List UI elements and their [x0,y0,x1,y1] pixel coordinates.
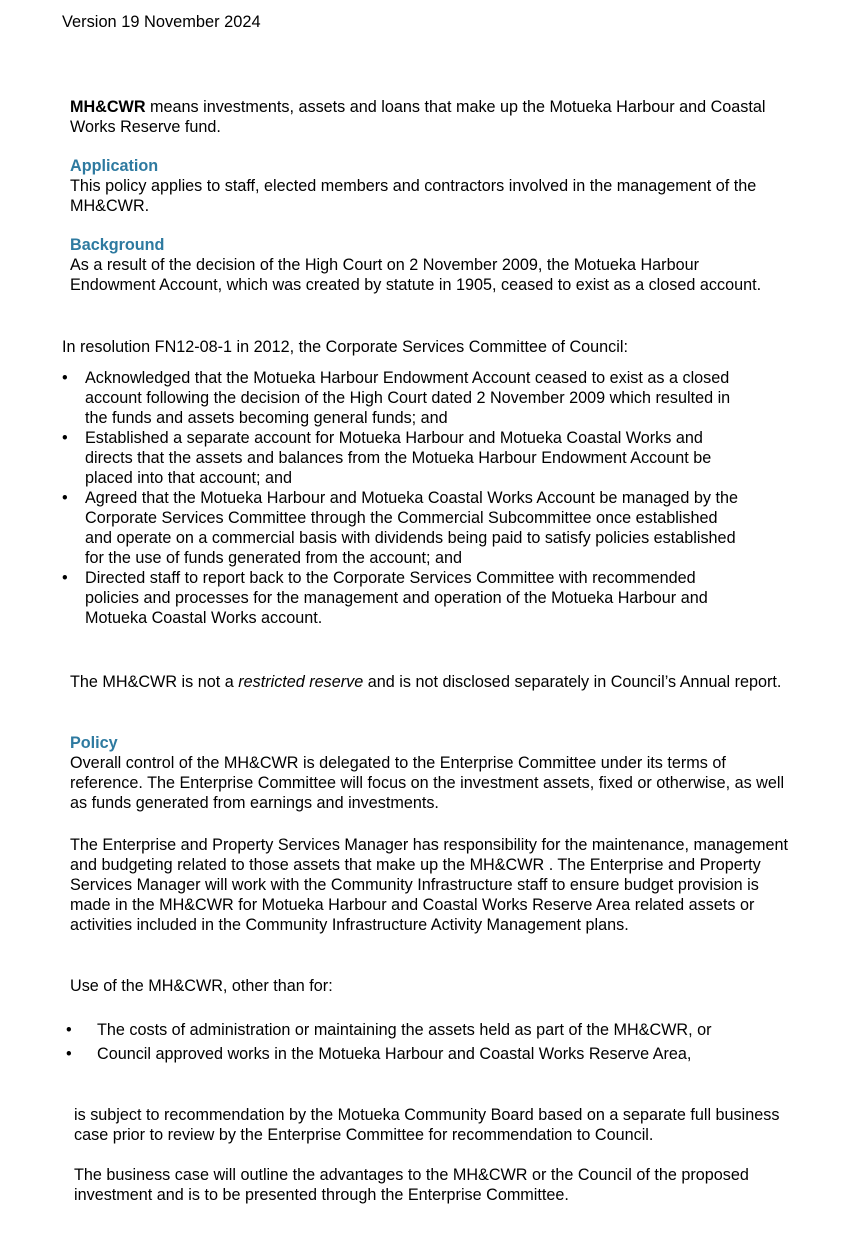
resolution-item: • Agreed that the Motueka Harbour and Motueka Coastal Works Account be managed by the Corporate Services Committee through the Commercial Subcommittee once established and operate on a commercial basis with dividends being paid to satisfy policies established for the use of funds generated from the account; and [62,489,738,567]
version-header: Version 19 November 2024 [62,13,261,31]
policy-paragraph-1: Overall control of the MH&CWR is delegated to the Enterprise Committee under its terms of reference. The Enterprise Committee will focus on the investment assets, fixed or otherwise, as well as funds generated from earnings and investments. [70,754,785,812]
application-heading: Application [70,157,159,175]
resolution-list [62,368,742,628]
use-list [66,1020,806,1064]
background-heading: Background [70,236,165,254]
resolution-item: • Directed staff to report back to the Corporate Services Committee with recommended policies and processes for the management and operation of the Motueka Harbour and Motueka Coastal Works account. [62,569,708,627]
policy-heading: Policy [70,734,118,752]
bullet-icon: • [66,1021,72,1039]
bullet-icon: • [66,1045,72,1063]
bullet-icon: • [62,489,68,507]
background-text: As a result of the decision of the High Court on 2 November 2009, the Motueka Harbour Endowment Account, which was created by statute in 1905, ceased to exist as a closed account. [70,256,762,294]
restricted-reserve-term: restricted reserve [238,673,364,691]
policy-paragraph-2: The Enterprise and Property Services Manager has responsibility for the maintenance, management and budgeting related to those assets that make up the MH&CWR . The Enterprise and Property Services Manager will work with the Community Infrastructure staff to ensure budget provision is made in the MH&CWR for Motueka Harbour and Coastal Works Reserve Area related assets or activities included in the Community Infrastructure Activity Management plans. [70,836,789,934]
resolution-item: • Acknowledged that the Motueka Harbour Endowment Account ceased to exist as a closed account following the decision of the High Court dated 2 November 2009 which resulted in the funds and assets becoming general funds; and [62,369,731,427]
policy-paragraph-3: is subject to recommendation by the Motueka Community Board based on a separate full business case prior to review by the Enterprise Committee for recommendation to Council. [74,1106,780,1144]
use-item: • The costs of administration or maintaining the assets held as part of the MH&CWR, or [66,1021,712,1039]
restricted-reserve-paragraph: The MH&CWR is not a restricted reserve and is not disclosed separately in Council’s Annual report. [70,673,782,691]
policy-paragraph-4: The business case will outline the advantages to the MH&CWR or the Council of the proposed investment and is to be presented through the Enterprise Committee. [74,1166,749,1204]
resolution-item: • Established a separate account for Motueka Harbour and Motueka Coastal Works and directs that the assets and balances from the Motueka Harbour Endowment Account be placed into that account; and [62,429,712,487]
bullet-icon: • [62,569,68,587]
definition-term: MH&CWR [70,98,146,116]
definition-paragraph [70,97,770,137]
bullet-icon: • [62,369,68,387]
bullet-icon: • [62,429,68,447]
use-intro: Use of the MH&CWR, other than for: [70,977,333,995]
use-item: • Council approved works in the Motueka Harbour and Coastal Works Reserve Area, [66,1045,692,1063]
definition-text: means investments, assets and loans that make up the Motueka Harbour and Coastal Works Reserve fund. [70,98,766,136]
application-text: This policy applies to staff, elected members and contractors involved in the management of the MH&CWR. [70,177,757,215]
resolution-intro: In resolution FN12-08-1 in 2012, the Corporate Services Committee of Council: [62,338,628,356]
